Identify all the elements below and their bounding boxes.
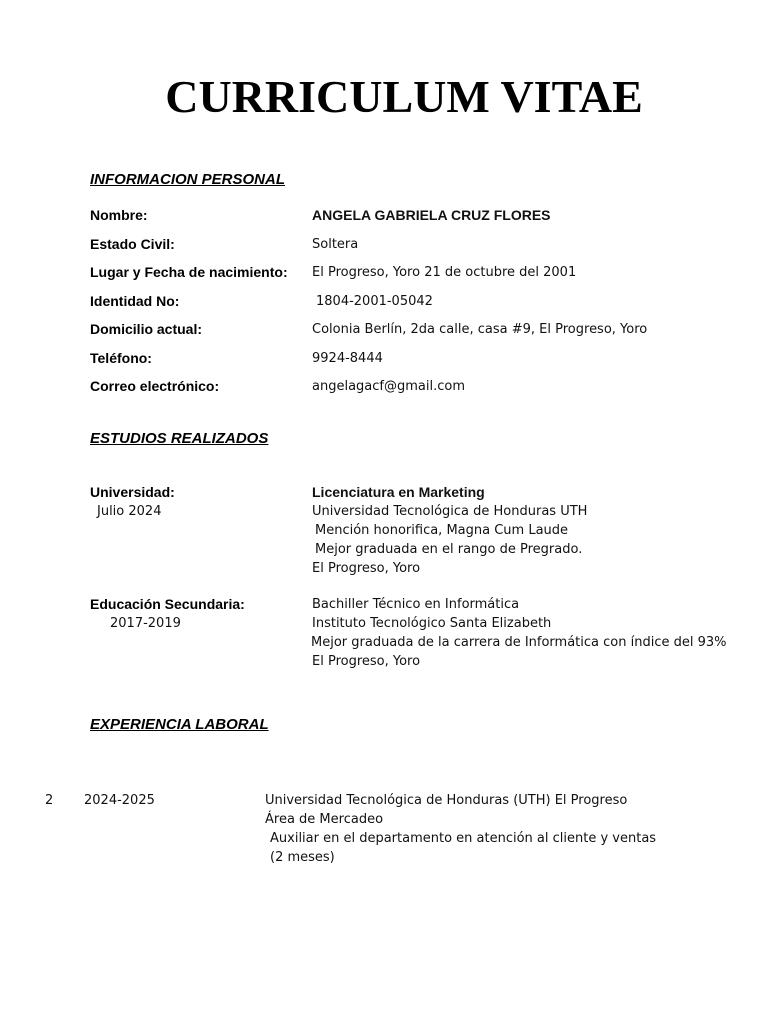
secondary-line: Instituto Tecnológico Santa Elizabeth bbox=[312, 616, 552, 631]
experience-line: Área de Mercadeo bbox=[265, 812, 384, 827]
experience-line: Auxiliar en el departamento en atención al cliente y ventas bbox=[270, 831, 657, 846]
document-title: CURRICULUM VITAE bbox=[165, 71, 643, 122]
phone-value: 9924-8444 bbox=[312, 351, 383, 366]
studies-heading: ESTUDIOS REALIZADOS bbox=[90, 430, 269, 447]
birth-label: Lugar y Fecha de nacimiento: bbox=[90, 264, 288, 280]
address-value: Colonia Berlín, 2da calle, casa #9, El Progreso, Yoro bbox=[312, 322, 648, 337]
experience-period: 2024-2025 bbox=[84, 793, 155, 808]
birth-value: El Progreso, Yoro 21 de octubre del 2001 bbox=[312, 265, 577, 280]
experience-line: Universidad Tecnológica de Honduras (UTH) El Progreso bbox=[265, 793, 628, 808]
phone-label: Teléfono: bbox=[90, 350, 152, 366]
secondary-line: Mejor graduada de la carrera de Informática con índice del 93% bbox=[311, 635, 727, 650]
civil-status-value: Soltera bbox=[312, 237, 359, 252]
personal-info-heading: INFORMACION PERSONAL bbox=[90, 171, 285, 188]
experience-heading: EXPERIENCIA LABORAL bbox=[90, 716, 269, 733]
university-date: Julio 2024 bbox=[97, 504, 162, 519]
email-label: Correo electrónico: bbox=[90, 378, 220, 394]
university-degree: Licenciatura en Marketing bbox=[312, 484, 485, 500]
id-label: Identidad No: bbox=[90, 293, 180, 309]
name-label: Nombre: bbox=[90, 207, 148, 223]
university-line: El Progreso, Yoro bbox=[312, 561, 421, 576]
secondary-label: Educación Secundaria: bbox=[90, 596, 245, 612]
experience-number: 2 bbox=[45, 793, 54, 808]
university-line: Mención honorifica, Magna Cum Laude bbox=[315, 523, 569, 538]
secondary-line: El Progreso, Yoro bbox=[312, 654, 421, 669]
university-line: Mejor graduada en el rango de Pregrado. bbox=[315, 542, 583, 557]
email-value: angelagacf@gmail.com bbox=[312, 379, 465, 394]
name-value: ANGELA GABRIELA CRUZ FLORES bbox=[312, 207, 551, 223]
secondary-date: 2017-2019 bbox=[110, 616, 181, 631]
experience-line: (2 meses) bbox=[270, 850, 335, 865]
university-label: Universidad: bbox=[90, 484, 175, 500]
university-line: Universidad Tecnológica de Honduras UTH bbox=[312, 504, 588, 519]
civil-status-label: Estado Civil: bbox=[90, 236, 175, 252]
secondary-line: Bachiller Técnico en Informática bbox=[312, 597, 520, 612]
address-label: Domicilio actual: bbox=[90, 321, 203, 337]
id-value: 1804-2001-05042 bbox=[316, 294, 433, 309]
